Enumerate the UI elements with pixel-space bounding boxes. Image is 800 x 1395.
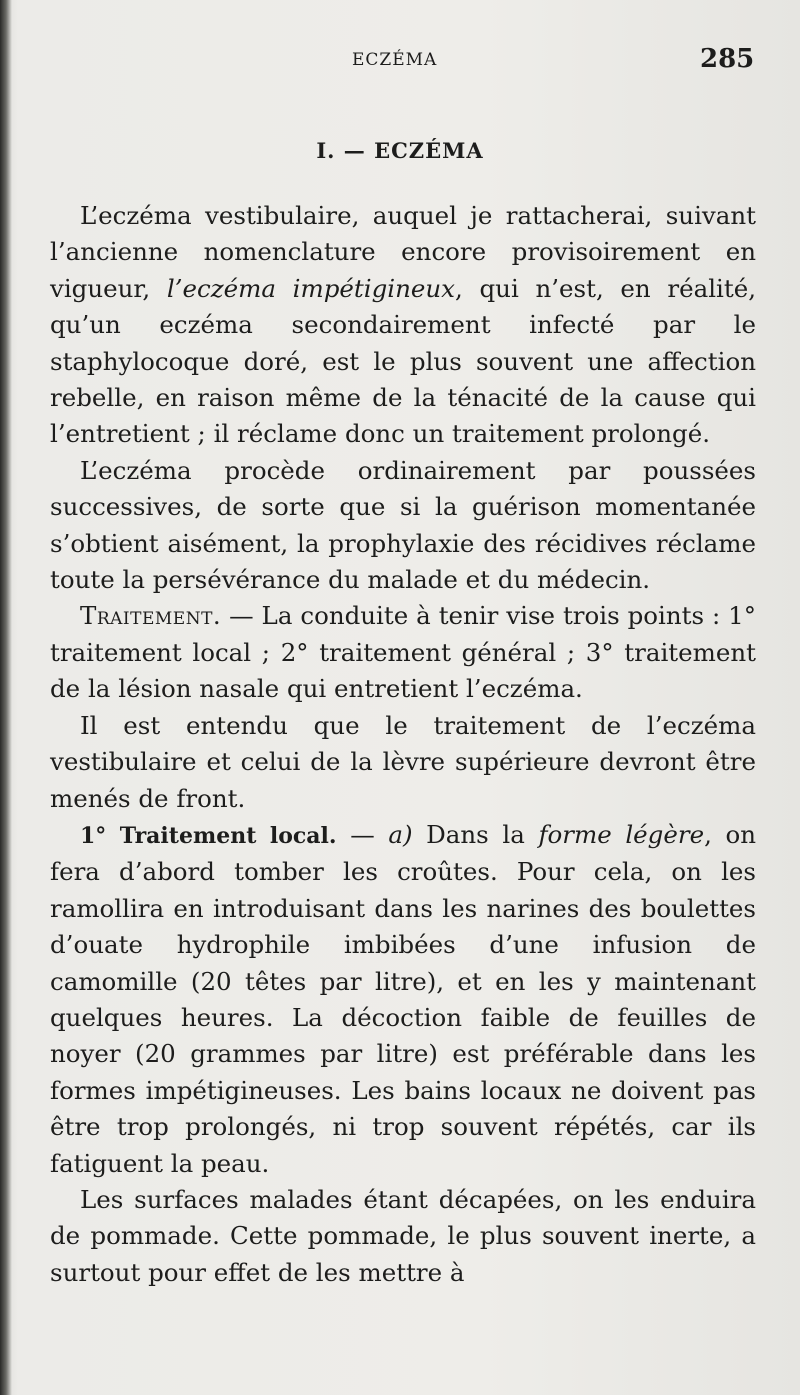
running-head bbox=[0, 44, 800, 80]
paragraph-1-text-after: , qui n’est, en réalité, qu’un eczéma secondairement infecté par le staphylocoque doré, est le plus souvent une affection rebelle, en raison même de la ténacité de la cause qui l’entretient ; il réclame donc un traitement prolongé. bbox=[50, 273, 756, 449]
paragraph-5-text-before: Dans la bbox=[412, 819, 539, 849]
paragraph-5-dash: — bbox=[336, 819, 389, 849]
paragraph-5-item-marker: a) bbox=[388, 819, 413, 849]
paragraph-1-emphasis: l’eczéma impétigineux bbox=[166, 273, 456, 303]
paragraph-1-text-before: L’eczéma vestibulaire, auquel je rattacherai, suivant l’ancienne nomenclature encore provisoirement en vigueur, bbox=[50, 201, 756, 303]
local-treatment-label: 1° Traitement local. bbox=[80, 822, 337, 849]
paragraph-2: L’eczéma procède ordinairement par poussées successives, de sorte que si la guérison momentanée s’obtient aisément, la prophylaxie des récidives réclame toute la persévérance du malade et du médecin. bbox=[50, 455, 756, 595]
paragraph-5-emphasis: forme légère bbox=[538, 819, 705, 849]
paragraph-3-text: — La conduite à tenir vise trois points : 1° traitement local ; 2° traitement général ; 3° traitement de la lésion nasale qui entretient l’eczéma. bbox=[50, 601, 756, 704]
body-text bbox=[50, 198, 756, 1291]
paragraph-4: Il est entendu que le traitement de l’eczéma vestibulaire et celui de la lèvre supérieure devront être menés de front. bbox=[50, 710, 756, 813]
page-number: 285 bbox=[700, 44, 755, 74]
running-title: ECZÉMA bbox=[352, 50, 438, 70]
paragraph-6: Les surfaces malades étant décapées, on les enduira de pommade. Cette pommade, le plus souvent inerte, a surtout pour effet de les mettre à bbox=[50, 1184, 756, 1287]
paragraph-5 bbox=[50, 817, 756, 1182]
section-heading: I. — ECZÉMA bbox=[316, 138, 484, 163]
treatment-label: Traitement. bbox=[80, 601, 222, 631]
paragraph-5-text-after: , on fera d’abord tomber les croûtes. Pour cela, on les ramollira en introduisant dans les narines des boulettes d’ouate hydrophile imbibées d’une infusion de camomille (20 têtes par litre), et en les y maintenant quelques heures. La décoction faible de feuilles de noyer (20 grammes par litre) est préférable dans les formes impétigineuses. Les bains locaux ne doivent pas être trop prolongés, ni trop souvent répétés, car ils fatiguent la peau. bbox=[50, 819, 757, 1178]
paragraph-3 bbox=[50, 598, 756, 707]
page-gutter-shadow bbox=[0, 0, 12, 1395]
paragraph-1 bbox=[50, 198, 756, 453]
